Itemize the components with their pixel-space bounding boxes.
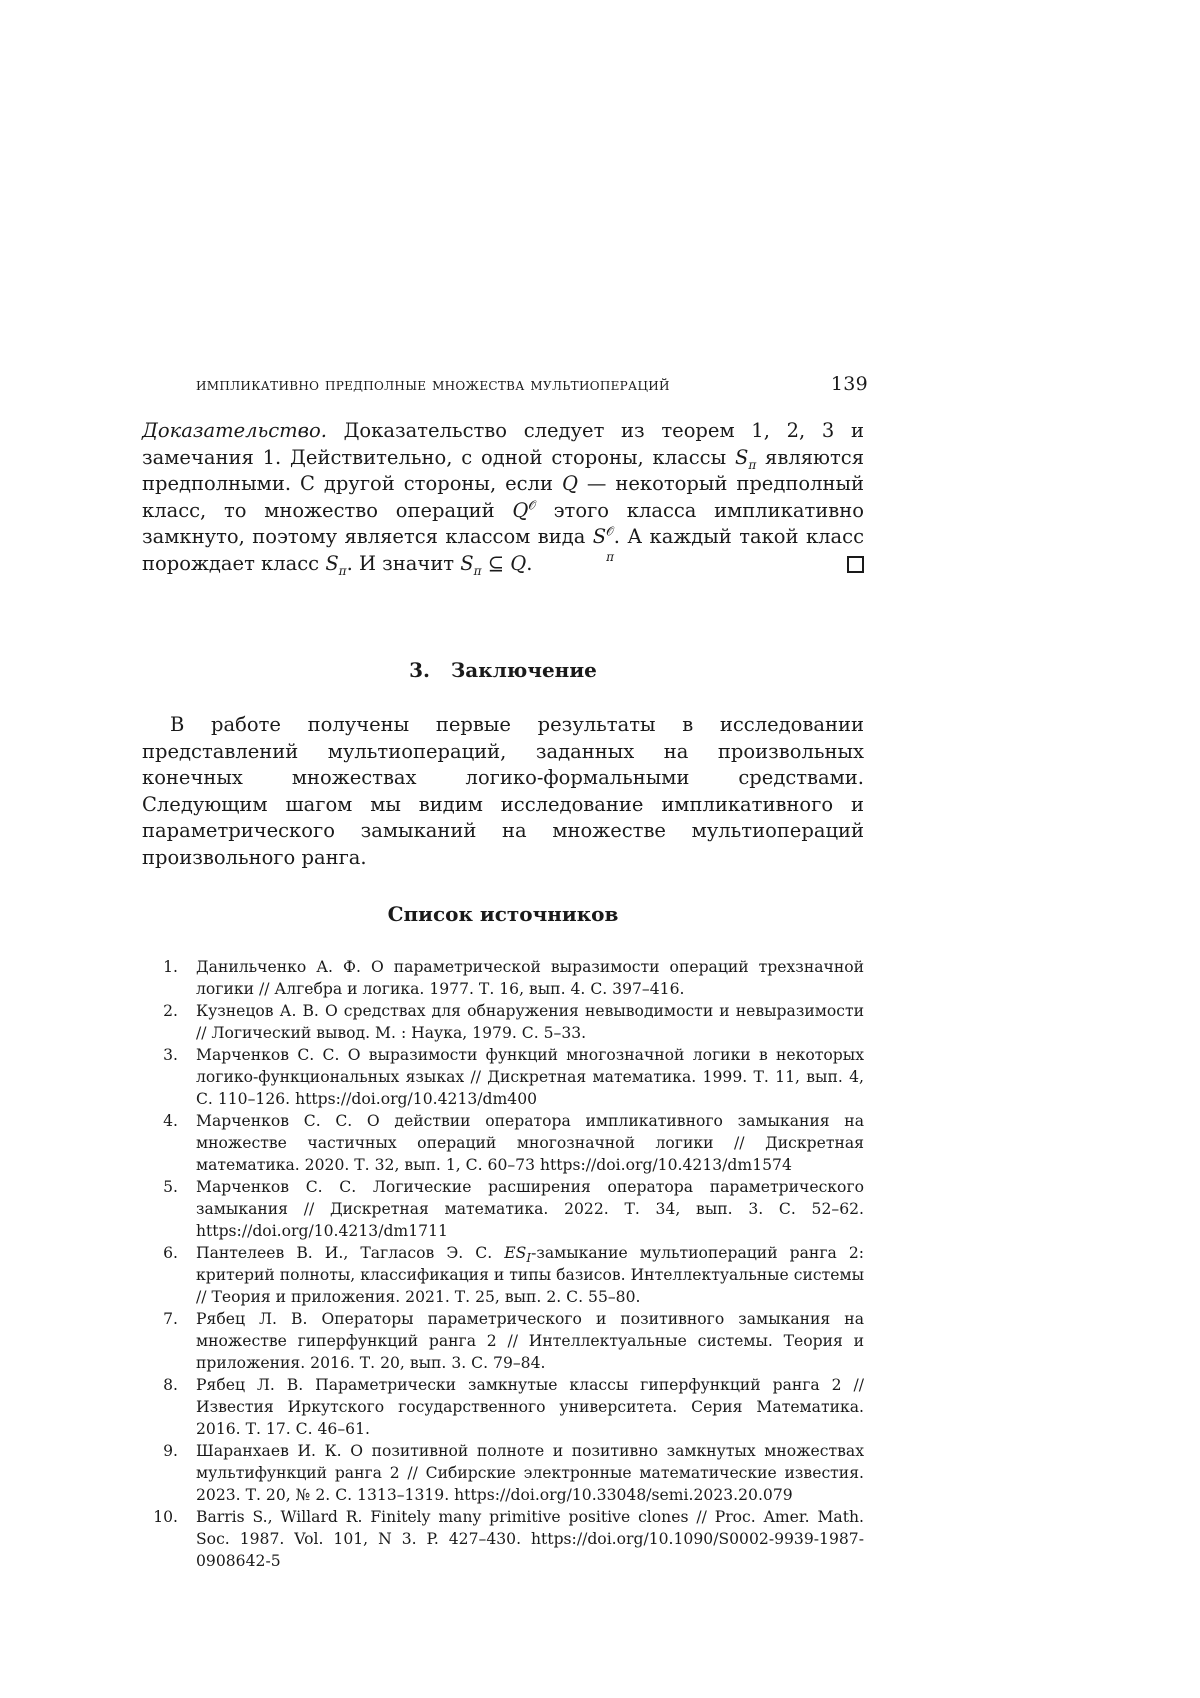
reference-text: Шаранхаев И. К. О позитивной полноте и позитивно замкнутых множествах мультифункций ранга 2 // Сибирские электронные математические известия. 2023. Т. 20, № 2. С. 1313–1319. https://doi.org/10.33048/semi.2023.20.079 (196, 1442, 864, 1504)
reference-item (142, 1176, 864, 1242)
math-q: Q (512, 498, 529, 522)
reference-number: 6. (163, 1244, 178, 1262)
reference-item (142, 1242, 864, 1308)
math-s: S (592, 525, 607, 548)
proof-text: этого класса импликативно замкнуто, поэтому является классом вида (142, 498, 864, 548)
math-q: Q (561, 472, 578, 495)
math-s: S (325, 551, 339, 575)
math-pi: π (473, 563, 482, 578)
math-s: S (460, 551, 474, 575)
math-pi: π (338, 563, 347, 578)
qed-icon (847, 556, 864, 573)
reference-text: -замыкание мультиопераций ранга 2: критерий полноты, классификация и типы базисов. Интеллектуальные системы // Теория и приложения. 2021. Т. 25, вып. 2. С. 55–80. (196, 1244, 865, 1306)
math-o: 𝒪 (528, 498, 536, 512)
reference-item (142, 1110, 864, 1176)
reference-text: Данильченко А. Ф. О параметрической выразимости операций трехзначной логики // Алгебра и логика. 1977. Т. 16, вып. 4. С. 397–416. (196, 958, 864, 998)
reference-list (142, 956, 864, 1572)
math-o: 𝒪 (606, 524, 614, 539)
math-q: Q (510, 551, 527, 575)
math-es-sub: I (526, 1251, 532, 1266)
proof-text: . (526, 551, 533, 575)
section-title: 3. Заключение (409, 658, 597, 682)
reference-item (142, 1044, 864, 1110)
reference-text: Марченков С. С. О выразимости функций многозначной логики в некоторых логико-функциональных языках // Дискретная математика. 1999. Т. 11, вып. 4, С. 110–126. https://doi.org/10.4213/dm400 (196, 1046, 864, 1108)
proof-text: . А каждый такой класс порождает класс (142, 525, 864, 575)
references-title: Список источников (387, 902, 619, 926)
reference-text: Марченков С. С. Логические расширения оператора параметрического замыкания // Дискретная математика. 2022. Т. 34, вып. 3. С. 52–62. https://doi.org/10.4213/dm1711 (196, 1178, 864, 1240)
reference-item (142, 1308, 864, 1374)
reference-number: 1. (163, 958, 178, 976)
running-head (196, 373, 868, 395)
proof-text: . И значит (346, 551, 461, 575)
reference-item (142, 956, 864, 1000)
reference-text: Рябец Л. В. Операторы параметрического и позитивного замыкания на множестве гиперфункций ранга 2 // Интеллектуальные системы. Теория и приложения. 2016. Т. 20, вып. 3. С. 79–84. (196, 1310, 864, 1372)
reference-number: 8. (163, 1376, 178, 1394)
reference-text: Пантелеев В. И., Тагласов Э. С. (196, 1244, 505, 1262)
page-number: 139 (830, 373, 868, 395)
running-head-title: импликативно предполные множества мультиопераций (196, 375, 670, 395)
proof-text: являются предполными. С другой стороны, если (142, 445, 864, 495)
reference-number: 10. (153, 1508, 178, 1526)
math-es: ES (504, 1244, 527, 1262)
reference-number: 3. (163, 1046, 178, 1064)
reference-text: Марченков С. С. О действии оператора импликативного замыкания на множестве частичных операций многозначной логики // Дискретная математика. 2020. Т. 32, вып. 1, С. 60–73 https://doi.org/10.4213/dm1574 (196, 1112, 864, 1174)
conclusion-paragraph: В работе получены первые результаты в исследовании представлений мультиопераций, заданных на произвольных конечных множествах логико-формальными средствами. Следующим шагом мы видим исследование импликативного и параметрического замыканий на множестве мультиопераций произвольного ранга. (142, 713, 864, 869)
reference-number: 9. (163, 1442, 178, 1460)
math-subset: ⊆ (481, 551, 511, 575)
math-pi: π (606, 549, 615, 564)
reference-number: 7. (163, 1310, 178, 1328)
math-s: S (734, 445, 749, 469)
reference-text: Кузнецов А. В. О средствах для обнаружения невыводимости и невыразимости // Логический вывод. М. : Наука, 1979. С. 5–33. (196, 1002, 864, 1042)
reference-item (142, 1000, 864, 1044)
math-pi: π (748, 457, 757, 472)
reference-item (142, 1506, 864, 1572)
reference-number: 2. (163, 1002, 178, 1020)
reference-item (142, 1374, 864, 1440)
reference-text: Barris S., Willard R. Finitely many primitive positive clones // Proc. Amer. Math. Soc. 1987. Vol. 101, N 3. P. 427–430. https://doi.org/10.1090/S0002-9939-1987-0908642-5 (196, 1508, 864, 1570)
reference-text: Рябец Л. В. Параметрически замкнутые классы гиперфункций ранга 2 // Известия Иркутского государственного университета. Серия Математика. 2016. Т. 17. С. 46–61. (196, 1376, 864, 1438)
proof-text: Доказательство следует из теорем 1, 2, 3 и замечания 1. Действительно, с одной стороны, классы (142, 419, 864, 469)
reference-number: 5. (163, 1178, 178, 1196)
proof-text: — некоторый предполный класс, то множество операций (142, 472, 864, 522)
proof-label: Доказательство. (142, 419, 327, 442)
reference-item (142, 1440, 864, 1506)
proof-paragraph (142, 418, 864, 577)
reference-number: 4. (163, 1112, 178, 1130)
